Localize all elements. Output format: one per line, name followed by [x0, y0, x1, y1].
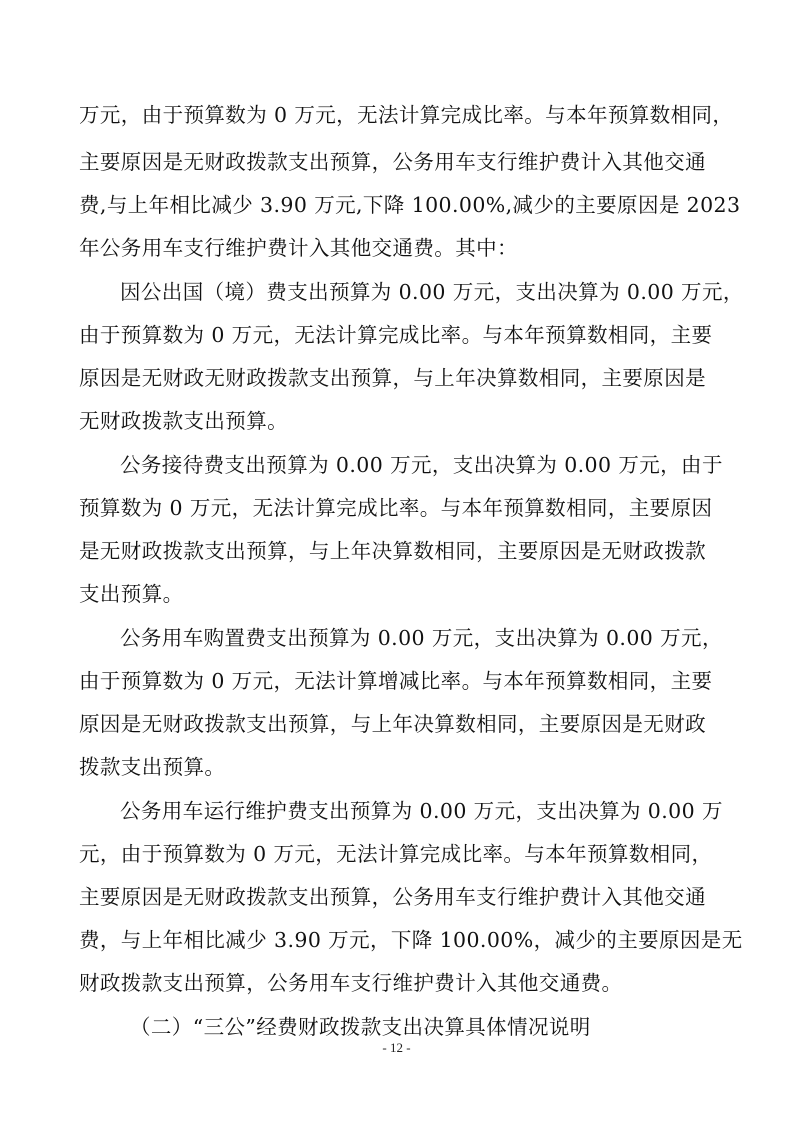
body-text-line: 原因是无财政拨款支出预算，与上年决算数相同，主要原因是无财政 [79, 712, 706, 736]
body-text-line: 费,与上年相比减少 3.90 万元,下降 100.00%,减少的主要原因是 2023 [79, 193, 741, 217]
body-text-line: 支出预算。 [79, 582, 184, 606]
paragraph-start-line: 因公出国（境）费支出预算为 0.00 万元，支出决算为 0.00 万元， [120, 280, 744, 304]
page-number: - 12 - [382, 1040, 411, 1055]
body-text-line: 无财政拨款支出预算。 [79, 409, 288, 433]
paragraph-start-line: 公务用车购置费支出预算为 0.00 万元，支出决算为 0.00 万元， [120, 626, 723, 650]
body-text-line: 元，由于预算数为 0 万元，无法计算完成比率。与本年预算数相同， [79, 842, 713, 866]
body-text-line: 预算数为 0 万元，无法计算完成比率。与本年预算数相同，主要原因 [79, 496, 713, 520]
body-text-line: 原因是无财政无财政拨款支出预算，与上年决算数相同，主要原因是 [79, 366, 706, 390]
body-text-line: 万元，由于预算数为 0 万元，无法计算完成比率。与本年预算数相同， [79, 103, 734, 127]
body-text-line: 主要原因是无财政拨款支出预算，公务用车支行维护费计入其他交通 [79, 150, 706, 174]
body-text-line: 由于预算数为 0 万元，无法计算完成比率。与本年预算数相同，主要 [79, 323, 713, 347]
paragraph-start-line: 公务接待费支出预算为 0.00 万元，支出决算为 0.00 万元，由于 [120, 453, 723, 477]
body-text-line: 年公务用车支行维护费计入其他交通费。其中： [79, 236, 518, 260]
body-text-line: 财政拨款支出预算，公务用车支行维护费计入其他交通费。 [79, 971, 623, 995]
body-text-line: 是无财政拨款支出预算，与上年决算数相同，主要原因是无财政拨款 [79, 539, 706, 563]
body-text-line: 拨款支出预算。 [79, 755, 226, 779]
body-text-line: 主要原因是无财政拨款支出预算，公务用车支行维护费计入其他交通 [79, 885, 706, 909]
body-text-line: 由于预算数为 0 万元，无法计算增减比率。与本年预算数相同，主要 [79, 669, 713, 693]
paragraph-start-line: 公务用车运行维护费支出预算为 0.00 万元，支出决算为 0.00 万 [120, 799, 723, 823]
section-heading: （二）“三公”经费财政拨款支出决算具体情况说明 [130, 1015, 591, 1039]
body-text-line: 费，与上年相比减少 3.90 万元，下降 100.00%，减少的主要原因是无 [79, 928, 743, 952]
